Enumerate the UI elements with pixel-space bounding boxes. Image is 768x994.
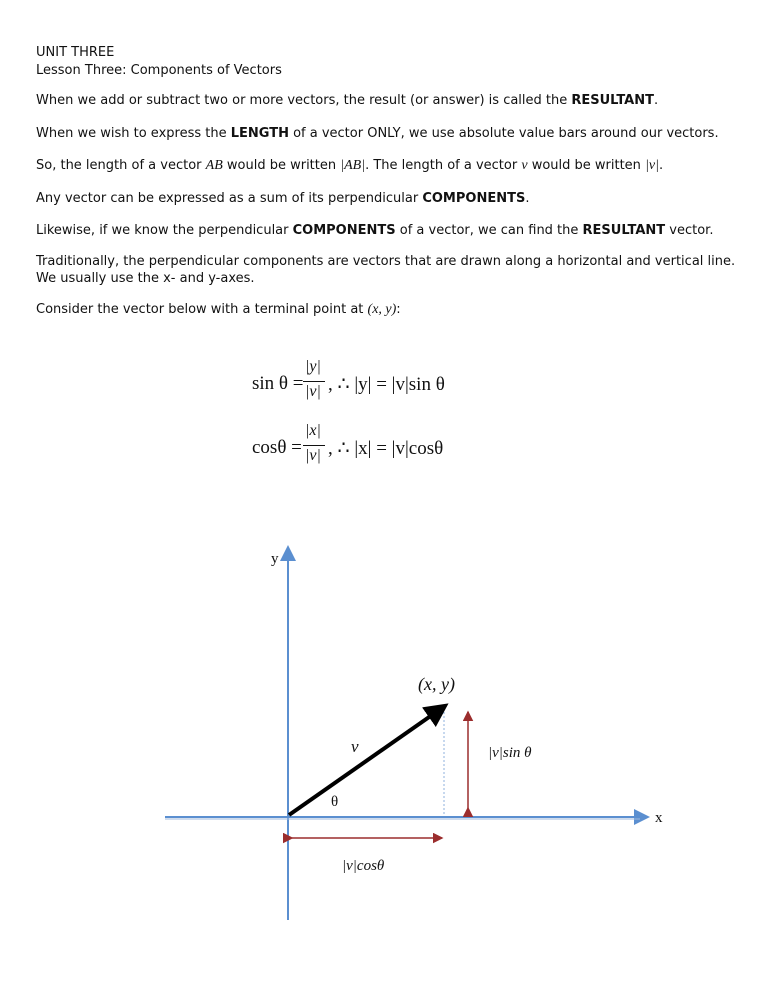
- terminal-point: (x, y): [367, 302, 397, 317]
- paragraph-components: Any vector can be expressed as a sum of its perpendicular COMPONENTS.: [36, 191, 530, 206]
- vector-ab: AB: [205, 158, 223, 173]
- paragraph-axes: We usually use the x- and y-axes.: [36, 271, 255, 286]
- sin-numerator: |y|: [305, 358, 321, 375]
- cos-rhs: , ∴ |x| = |v|cosθ: [328, 438, 444, 459]
- lesson-title: Lesson Three: Components of Vectors: [36, 63, 282, 78]
- vector-v: v: [521, 158, 528, 173]
- x-axis-label: x: [655, 810, 663, 826]
- paragraph-traditionally: Traditionally, the perpendicular components are vectors that are drawn along a horizontal and vertical line.: [36, 254, 736, 269]
- sin-lhs: sin θ =: [252, 373, 304, 394]
- paragraph-likewise: Likewise, if we know the perpendicular COMPONENTS of a vector, we can find the RESULTANT vector.: [36, 223, 714, 238]
- vector-label: v: [351, 737, 359, 756]
- cos-numerator: |x|: [305, 422, 321, 439]
- cos-denominator: |v|: [305, 447, 321, 464]
- vertical-component-label: |v|sin θ: [488, 745, 532, 761]
- sin-denominator: |v|: [305, 383, 321, 400]
- unit-title: UNIT THREE: [36, 45, 115, 60]
- vector-v-arrow: [289, 708, 442, 815]
- paragraph-resultant: When we add or subtract two or more vectors, the result (or answer) is called the RESULTANT.: [36, 93, 659, 108]
- y-axis-label: y: [271, 551, 279, 567]
- sin-rhs: , ∴ |y| = |v|sin θ: [328, 374, 445, 395]
- paragraph-length: When we wish to express the LENGTH of a vector ONLY, we use absolute value bars around our vectors.: [36, 126, 719, 141]
- cos-lhs: cosθ =: [252, 437, 302, 458]
- angle-label: θ: [331, 794, 339, 810]
- length-v: |v|: [645, 158, 659, 173]
- horizontal-component-label: |v|cosθ: [342, 858, 385, 874]
- point-label: (x, y): [418, 674, 455, 694]
- paragraph-notation: So, the length of a vector AB would be written |AB|. The length of a vector v would be written |v|.: [36, 158, 664, 173]
- paragraph-consider: Consider the vector below with a terminal point at (x, y):: [36, 302, 401, 317]
- length-ab: |AB|: [340, 158, 366, 173]
